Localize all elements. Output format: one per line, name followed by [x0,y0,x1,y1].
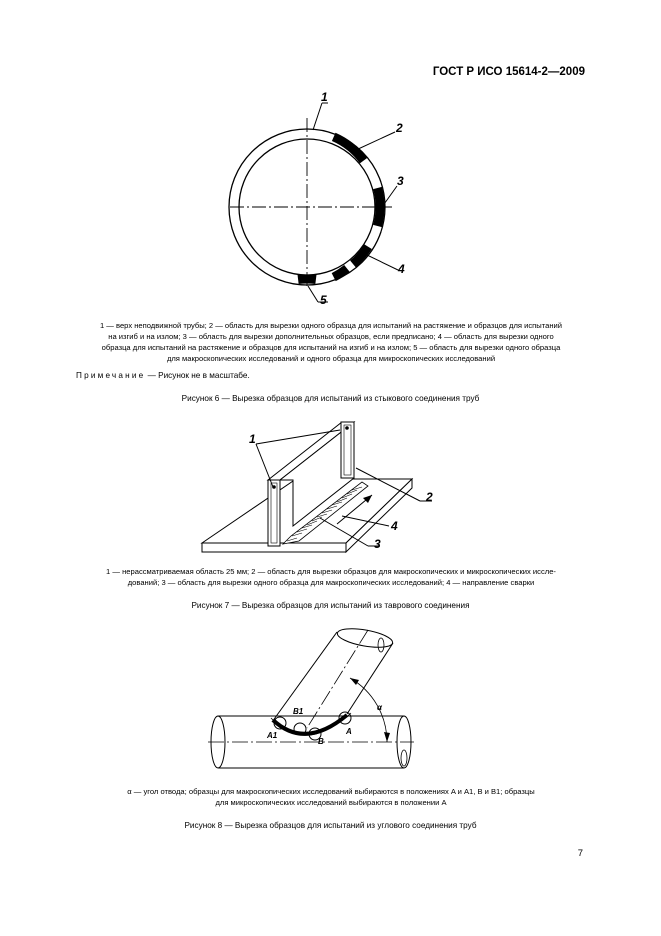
figure-6-legend: 1 — верх неподвижной трубы; 2 — область для вырезки одного образца для испытаний на растяжение и образцов для испытаний на изгиб и на излом; 3 — область для вырезки дополнительных образцов, если предписано; 4 — область для вырезки одного образца для испытаний на растяжение и образцов для испытаний на изгиб и на излом; 5 — область для вырезки одного образца для макроскопических исследований и одного образца для микроскопических исследований [99,321,563,363]
fig7-label-2: 2 [426,490,433,504]
fig7-label-3: 3 [374,537,381,551]
figure-8-pipe-branch [0,610,661,780]
fig8-label-b: B [318,737,324,746]
figure-6-note: Примечание — Рисунок не в масштабе. [76,371,250,380]
figure-7-legend: 1 — нерассматриваемая область 25 мм; 2 — область для вырезки образцов для макроскопических и микроскопических иссле- дований; 3 — область для вырезки одного образца для макроскопических исследований; 4 — направление сварки [106,567,556,587]
branch-pipe-right [347,643,393,714]
area-3-block [378,188,381,226]
fig6-label-2: 2 [396,121,403,135]
fig7-label-1: 1 [249,432,256,446]
standard-id: ГОСТ Р ИСО 15614-2—2009 [432,66,585,78]
fig8-label-alpha: α [377,703,382,712]
rib-right-end [341,422,354,478]
figure-6-caption: Рисунок 6 — Вырезка образцов для испытаний из стыкового соединения труб [181,394,480,403]
fig8-label-a: A [346,727,352,736]
area-5-block [298,279,316,280]
figure-7-t-joint [0,408,661,568]
rib-left-end [268,480,280,546]
fig6-label-3: 3 [397,174,404,188]
page-number: 7 [577,848,583,859]
figure-8-caption: Рисунок 8 — Вырезка образцов для испытаний из углового соединения труб [184,821,477,830]
figure-6-pipe-ring [0,0,661,320]
branch-pipe-left [272,632,337,722]
fig6-label-5: 5 [320,293,327,307]
fig7-label-4: 4 [391,519,398,533]
fig6-label-4: 4 [398,262,405,276]
figure-7-caption: Рисунок 7 — Вырезка образцов для испытаний из таврового соединения [191,601,470,610]
figure-8-legend: α — угол отвода; образцы для макроскопических исследований выбираются в положениях A и A1, B и B1; образцы для микроскопических исследований выбираются в положении A [127,787,535,807]
fig8-label-a1: A1 [267,731,278,740]
fig8-label-b1: B1 [293,707,304,716]
fig6-label-1: 1 [321,90,328,104]
